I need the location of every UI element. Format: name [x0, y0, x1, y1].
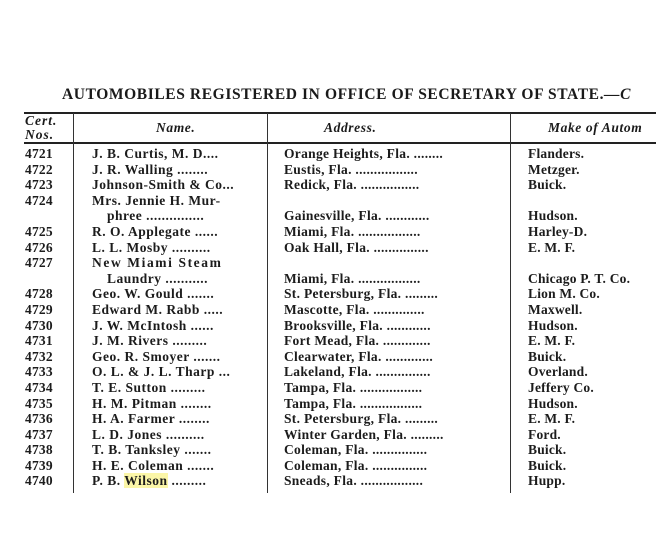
registration-table-body: [0, 146, 656, 489]
auto-make: Hudson.: [528, 395, 578, 411]
table-row: [0, 224, 656, 240]
owner-address: St. Petersburg, Fla. .........: [284, 286, 439, 302]
owner-name: T. B. Tanksley .......: [92, 442, 212, 458]
owner-address: Orange Heights, Fla. ........: [284, 146, 444, 161]
auto-make: Buick.: [528, 457, 567, 473]
owner-address: Winter Garden, Fla. .........: [284, 426, 444, 442]
owner-address: St. Petersburg, Fla. .........: [284, 411, 439, 427]
table-row: [0, 193, 656, 209]
owner-address: Lakeland, Fla. ...............: [284, 364, 431, 380]
cert-number: 4733: [25, 364, 53, 380]
table-row: [0, 427, 656, 443]
owner-name: J. M. Rivers .........: [92, 333, 208, 349]
auto-make: E. M. F.: [528, 411, 576, 427]
auto-make: E. M. F.: [528, 239, 576, 255]
table-row: [0, 442, 656, 458]
owner-name: J. W. McIntosh ......: [92, 317, 214, 333]
table-top-rule: [24, 112, 656, 114]
table-row: [0, 162, 656, 178]
cert-number: 4723: [25, 177, 53, 193]
table-row: [0, 286, 656, 302]
owner-address: Coleman, Fla. ...............: [284, 457, 428, 473]
owner-address: Mascotte, Fla. ..............: [284, 301, 425, 317]
table-row: [0, 458, 656, 474]
table-row: [0, 411, 656, 427]
auto-make: Buick.: [528, 177, 567, 193]
owner-address: Clearwater, Fla. .............: [284, 348, 434, 364]
owner-name-prefix: P. B.: [92, 473, 125, 489]
cert-number: 4729: [25, 301, 53, 317]
cert-number: 4735: [25, 395, 53, 411]
header-name: Name.: [156, 120, 196, 135]
table-row: [0, 146, 656, 162]
owner-address: Fort Mead, Fla. .............: [284, 333, 431, 349]
cert-number: 4724: [25, 192, 53, 208]
search-highlight: Wilson: [124, 473, 168, 489]
table-row: [0, 349, 656, 365]
owner-address: Oak Hall, Fla. ...............: [284, 239, 429, 255]
owner-address: Redick, Fla. ................: [284, 177, 420, 193]
owner-address: Coleman, Fla. ...............: [284, 442, 428, 458]
owner-name: [92, 473, 262, 489]
auto-make: Buick.: [528, 348, 567, 364]
header-cert-line2: Nos.: [25, 127, 55, 142]
table-row-highlighted: [0, 473, 656, 489]
table-row: [0, 396, 656, 412]
cert-number: 4722: [25, 161, 53, 177]
table-row: [0, 318, 656, 334]
cert-number: 4725: [25, 223, 53, 239]
owner-address: Sneads, Fla. .................: [284, 473, 424, 489]
owner-name: Geo. R. Smoyer .......: [92, 348, 221, 364]
owner-address: Gainesville, Fla. ............: [284, 208, 430, 224]
table-row-continuation: [0, 208, 656, 224]
owner-name: H. A. Farmer ........: [92, 411, 210, 427]
header-bottom-rule: [24, 142, 656, 144]
header-make: Make of Autom: [548, 120, 643, 135]
auto-make: E. M. F.: [528, 333, 576, 349]
owner-name-suffix: .........: [167, 473, 207, 489]
owner-name: L. D. Jones ..........: [92, 426, 205, 442]
table-row: [0, 302, 656, 318]
owner-name: J. R. Walling ........: [92, 161, 209, 177]
auto-make: Metzger.: [528, 161, 580, 177]
auto-make: Harley-D.: [528, 223, 588, 239]
cert-number: 4734: [25, 379, 53, 395]
owner-name: H. E. Coleman .......: [92, 457, 215, 473]
header-cert-line1: Cert.: [25, 113, 58, 128]
auto-make: Buick.: [528, 442, 567, 458]
header-cert-nos: [25, 114, 57, 142]
table-row: [0, 240, 656, 256]
owner-name: T. E. Sutton .........: [92, 379, 206, 395]
owner-name: O. L. & J. L. Tharp ...: [92, 364, 231, 380]
table-row: [0, 364, 656, 380]
page-title-text: AUTOMOBILES REGISTERED IN OFFICE OF SECRETARY OF STATE.: [62, 86, 605, 103]
auto-make: Jeffery Co.: [528, 379, 594, 395]
cert-number: 4740: [25, 473, 53, 489]
owner-address: Miami, Fla. .................: [284, 223, 421, 239]
cert-number: 4738: [25, 442, 53, 458]
cert-number: 4739: [25, 457, 53, 473]
owner-address: Brooksville, Fla. ............: [284, 317, 431, 333]
owner-name: Johnson-Smith & Co...: [92, 177, 235, 193]
auto-make: Hudson.: [528, 317, 578, 333]
cert-number: 4737: [25, 426, 53, 442]
cert-number: 4736: [25, 411, 53, 427]
auto-make: Hudson.: [528, 208, 578, 224]
page-title: [62, 86, 631, 104]
cert-number: 4726: [25, 239, 53, 255]
owner-address: Eustis, Fla. .................: [284, 161, 418, 177]
owner-name: L. L. Mosby ..........: [92, 239, 211, 255]
cert-number: 4727: [25, 255, 53, 271]
table-row: [0, 380, 656, 396]
cert-number: 4730: [25, 317, 53, 333]
auto-make: Ford.: [528, 426, 561, 442]
table-row: [0, 177, 656, 193]
page-title-continuation: —C: [604, 86, 632, 103]
cert-number: 4732: [25, 348, 53, 364]
table-row: [0, 333, 656, 349]
table-row-continuation: [0, 271, 656, 287]
owner-name: H. M. Pitman ........: [92, 395, 212, 411]
auto-make: Lion M. Co.: [528, 286, 600, 302]
cert-number: 4731: [25, 333, 53, 349]
owner-address: Tampa, Fla. .................: [284, 395, 423, 411]
owner-address: Tampa, Fla. .................: [284, 379, 423, 395]
auto-make: Flanders.: [528, 146, 585, 161]
cert-number: 4721: [25, 146, 53, 161]
owner-name: New Miami Steam: [92, 255, 223, 271]
owner-address: Miami, Fla. .................: [284, 270, 421, 286]
owner-name: Geo. W. Gould .......: [92, 286, 215, 302]
auto-make: Maxwell.: [528, 301, 583, 317]
owner-name: phree ...............: [107, 208, 205, 224]
owner-name: Laundry ...........: [107, 270, 209, 286]
auto-make: Overland.: [528, 364, 588, 380]
cert-number: 4728: [25, 286, 53, 302]
owner-name: Mrs. Jennie H. Mur-: [92, 192, 221, 208]
header-address: Address.: [324, 120, 377, 135]
auto-make: Chicago P. T. Co.: [528, 270, 631, 286]
auto-make: Hupp.: [528, 473, 566, 489]
owner-name: Edward M. Rabb .....: [92, 301, 224, 317]
owner-name: R. O. Applegate ......: [92, 223, 219, 239]
table-row: [0, 255, 656, 271]
owner-name: J. B. Curtis, M. D....: [92, 146, 219, 161]
